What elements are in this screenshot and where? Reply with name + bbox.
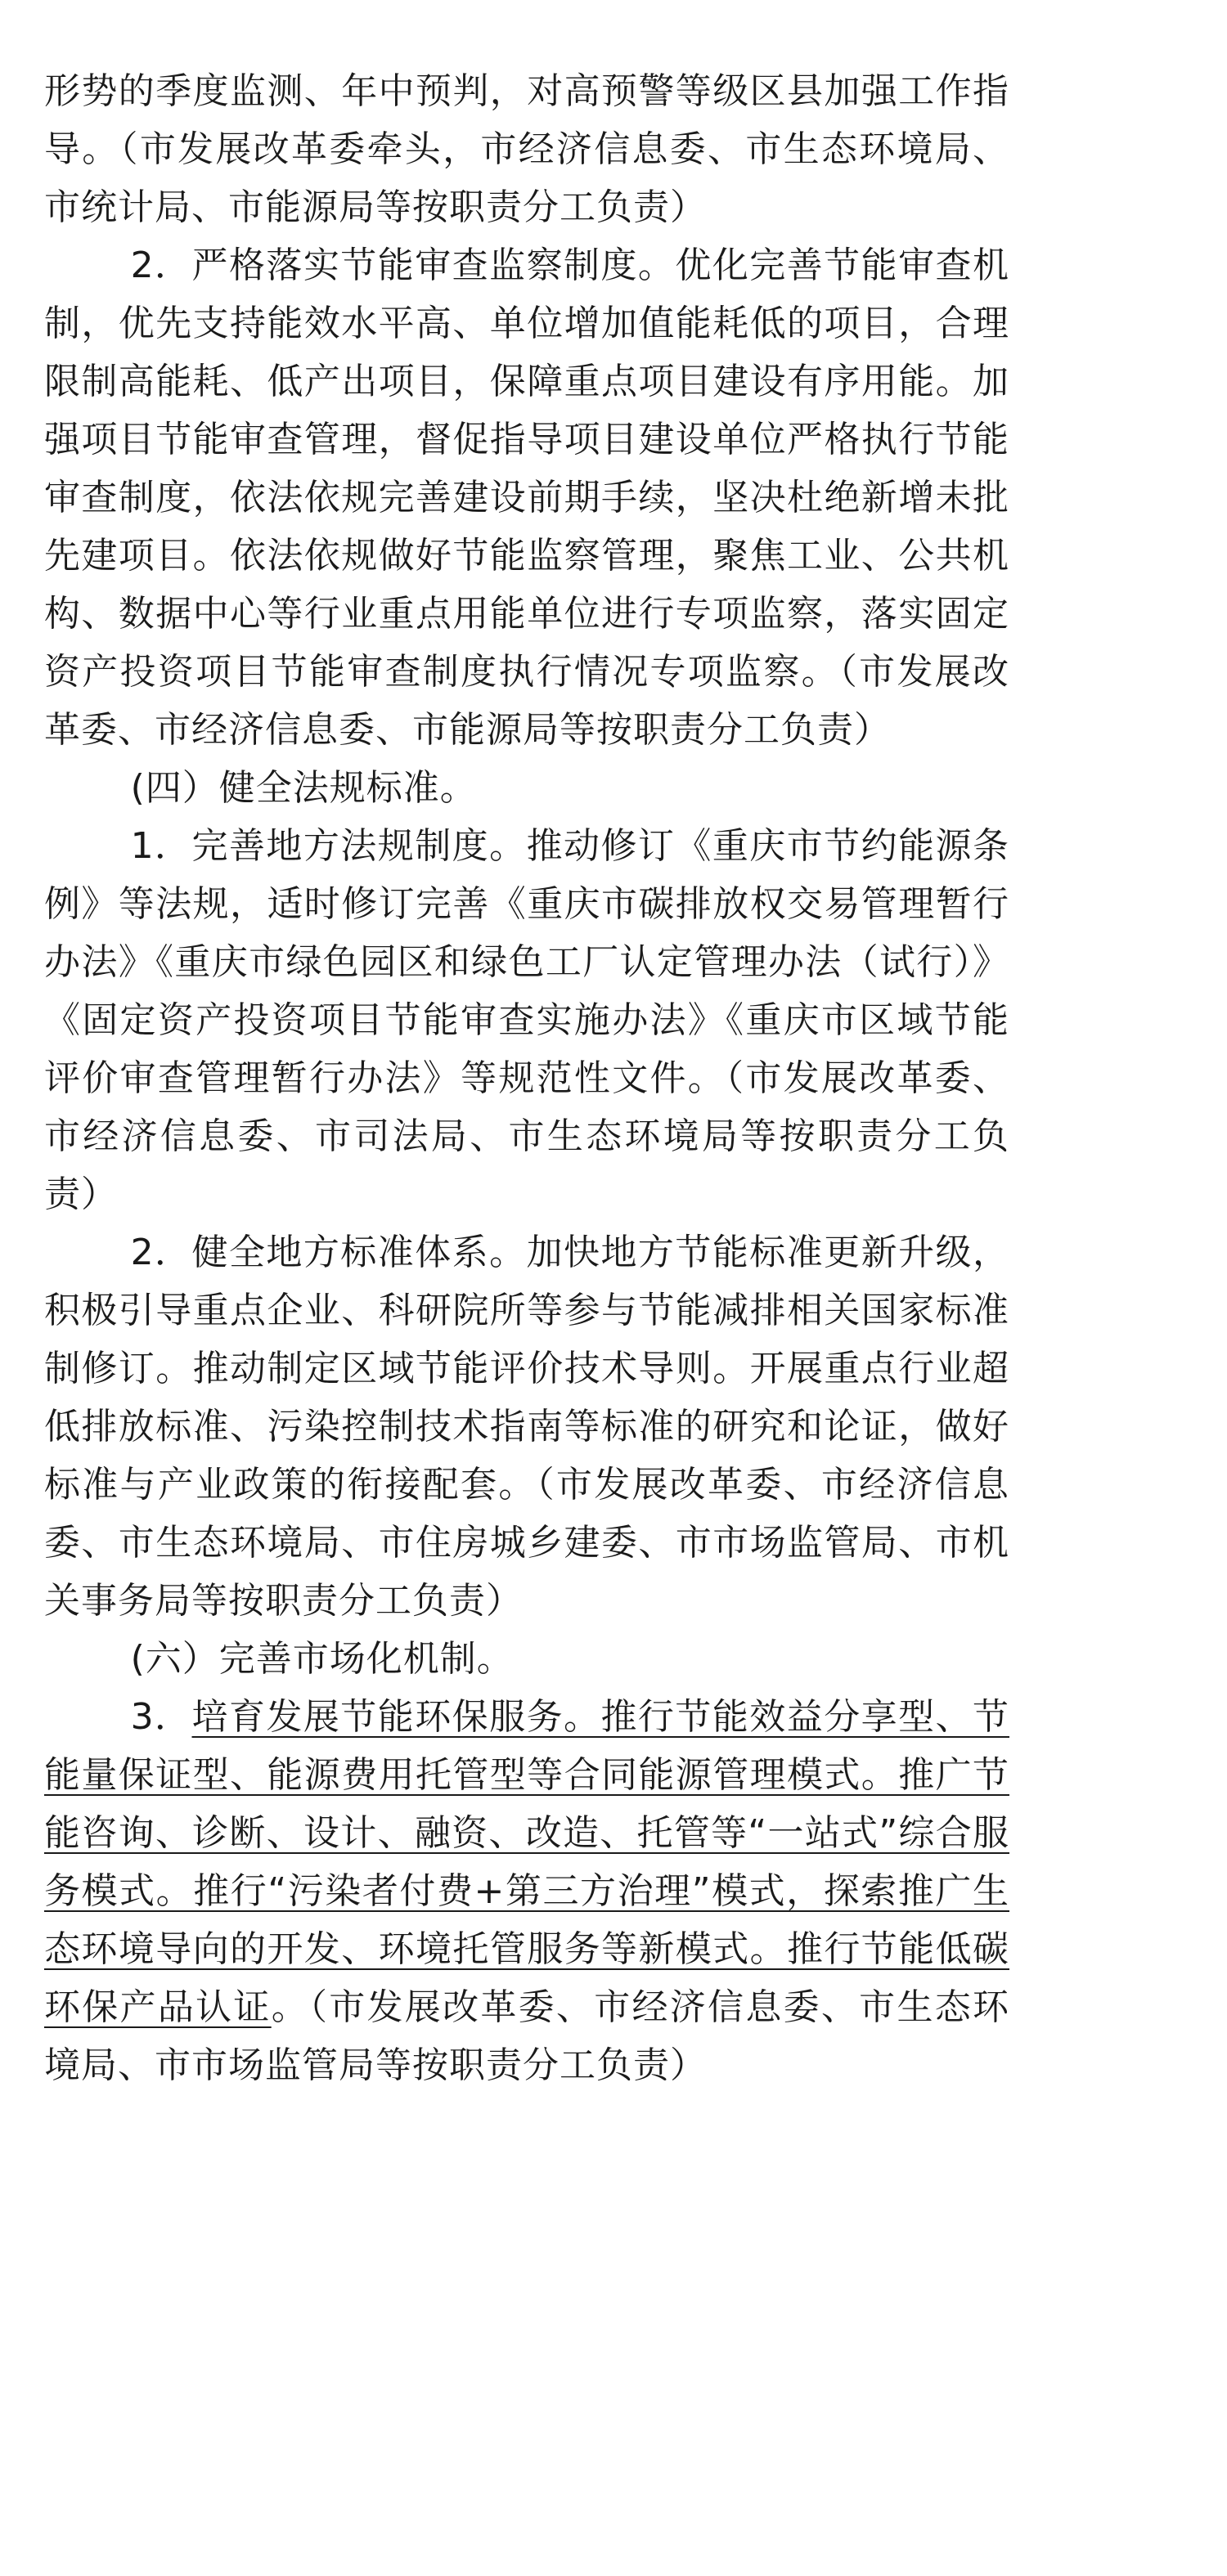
responsible-departments: 。（市发展改革委、市经济信息委、市生态环境局、市市场监管局等按职责分工负责） — [44, 1986, 1010, 2086]
paragraph-continuation: 形势的季度监测、年中预判，对高预警等级区县加强工作指导。（市发展改革委牵头，市经济信息委、市生态环境局、市统计局、市能源局等按职责分工负责） — [44, 70, 1009, 228]
underlined-text: 培育发展节能环保服务。推行节能效益分享型、节能量保证型、能源费用托管型等合同能源管理模式。推广节能咨询、诊断、设计、融资、改造、托管等“一站式”综合服务模式。推行“污染者付费+第三方治理”模式，探索推广生态环境导向的开发、环境托管服务等新模式。推行节能低碳环保产品认证 — [44, 1696, 1009, 2028]
document-body — [44, 62, 1009, 2094]
paragraph-energy-review: 2．严格落实节能审查监察制度。优化完善节能审查机制，优先支持能效水平高、单位增加值能耗低的项目，合理限制高能耗、低产出项目，保障重点项目建设有序用能。加强项目节能审查管理，督促指导项目建设单位严格执行节能审查制度，依法依规完善建设前期手续，坚决杜绝新增未批先建项目。依法依规做好节能监察管理，聚焦工业、公共机构、数据中心等行业重点用能单位进行专项监察，落实固定资产投资项目节能审查制度执行情况专项监察。（市发展改革委、市经济信息委、市能源局等按职责分工负责） — [44, 245, 1009, 751]
paragraph-local-standards: 2．健全地方标准体系。加快地方节能标准更新升级，积极引导重点企业、科研院所等参与节能减排相关国家标准制修订。推动制定区域节能评价技术导则。开展重点行业超低排放标准、污染控制技术指南等标准的研究和论证，做好标准与产业政策的衔接配套。（市发展改革委、市经济信息委、市生态环境局、市住房城乡建委、市市场监管局、市机关事务局等按职责分工负责） — [44, 1232, 1009, 1622]
paragraph-energy-services — [44, 1688, 1009, 2094]
section-heading-6: (六）完善市场化机制。 — [130, 1638, 514, 1680]
section-heading-4: (四）健全法规标准。 — [130, 767, 477, 809]
paragraph-local-regulations: 1．完善地方法规制度。推动修订《重庆市节约能源条例》等法规，适时修订完善《重庆市碳排放权交易管理暂行办法》《重庆市绿色园区和绿色工厂认定管理办法（试行）》《固定资产投资项目节能审查实施办法》《重庆市区域节能评价审查管理暂行办法》等规范性文件。（市发展改革委、市经济信息委、市司法局、市生态环境局等按职责分工负责） — [44, 825, 1009, 1215]
paragraph-number: 3． — [130, 1696, 192, 1738]
